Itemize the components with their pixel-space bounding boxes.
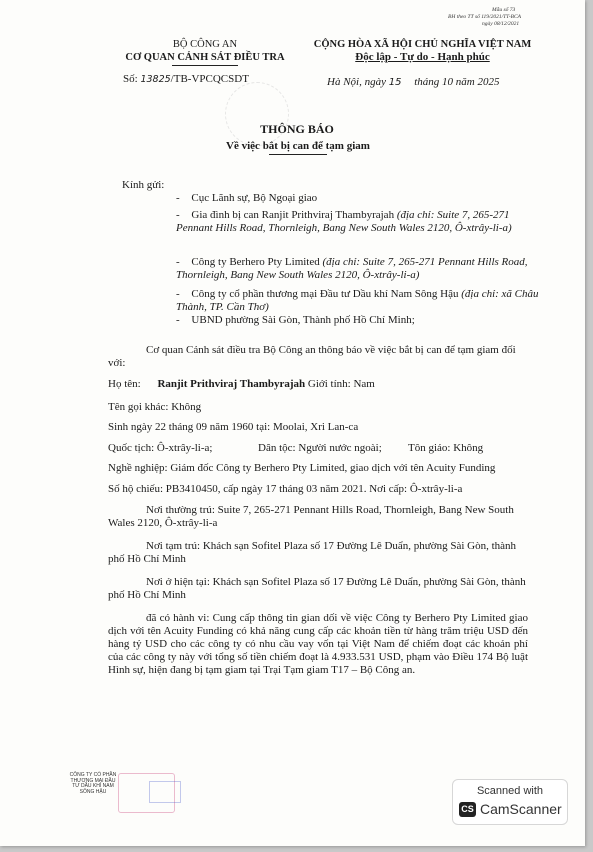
form-note-line1: Mẫu số 73 — [492, 7, 516, 13]
recipient-3: - Công ty Berhero Pty Limited (địa chỉ: Suite 7, 265-271 Pennant Hills Road, Thornleigh, Bang New South Wales 2120, Ô-xtrây-li-a) — [176, 256, 528, 281]
recipient-4: - Công ty cổ phần thương mại Đầu tư Dầu khí Nam Sông Hậu (địa chỉ: xã Châu Thành, TP. Cần Thơ) — [176, 288, 539, 313]
stamp-blue-mark — [149, 781, 181, 803]
date-day: 15 — [388, 77, 402, 88]
form-note-line3: ngày 08/12/2021 — [482, 21, 520, 27]
person-religion: Tôn giáo: Không — [408, 442, 484, 454]
person-name: Ranjit Prithviraj Thambyrajah — [157, 378, 306, 390]
recipient-1: - Cục Lãnh sự, Bộ Ngoại giao — [176, 192, 318, 204]
form-note-line2: BH theo TT số 119/2021/TT-BCA — [448, 14, 522, 20]
person-passport: Số hộ chiếu: PB3410450, cấp ngày 17 tháng 03 năm 2021. Nơi cấp: Ô-xtrây-li-a — [108, 483, 463, 495]
number-value: 13825 — [140, 74, 171, 85]
recipient-5: - UBND phường Sài Gòn, Thành phố Hồ Chí Minh; — [176, 314, 415, 326]
recipients-label: Kính gửi: — [122, 179, 165, 191]
agency-department: CƠ QUAN CẢNH SÁT ĐIỀU TRA — [125, 52, 285, 63]
person-permanent-address: Nơi thường trú: Suite 7, 265-271 Pennant Hills Road, Thornleigh, Bang New South Wales 2120, Ô-xtrây-li-a — [108, 504, 514, 529]
document-date: Hà Nội, ngày 15 tháng 10 năm 2025 — [327, 76, 500, 88]
nation-title: CỘNG HÒA XÃ HỘI CHỦ NGHĨA VIỆT NAM — [313, 39, 532, 50]
person-alias-line: Tên gọi khác: Không — [108, 401, 202, 413]
scanner-caption: Scanned with — [476, 785, 544, 797]
camscanner-badge — [452, 779, 568, 825]
number-label: Số: — [123, 73, 138, 85]
agency-underline — [172, 65, 238, 66]
person-nationality: Quốc tịch: Ô-xtrây-li-a; — [108, 442, 213, 454]
nation-motto: Độc lập - Tự do - Hạnh phúc — [355, 51, 490, 63]
scanner-name: CamScanner — [480, 801, 562, 817]
watermark-seal — [225, 82, 289, 146]
doc-subtitle: Về việc bắt bị can để tạm giam — [226, 140, 370, 152]
person-ethnicity: Dân tộc: Người nước ngoài; — [258, 442, 382, 454]
person-temporary-address: Nơi tạm trú: Khách sạn Sofitel Plaza số 17 Đường Lê Duẩn, phường Sài Gòn, thành phố Hồ Chí Minh — [108, 540, 517, 565]
intro-paragraph: Cơ quan Cảnh sát điều tra Bộ Công an thông báo về việc bắt bị can để tạm giam đối với: — [108, 344, 516, 369]
camscanner-logo-icon: CS — [459, 802, 476, 817]
number-suffix: /TB-VPCQCSDT — [170, 73, 249, 85]
offense-paragraph: đã có hành vi: Cung cấp thông tin gian dối về việc Công ty Berhero Pty Limited giao dịch với tên Acuity Funding có khả năng cung cấp các khoản tiền từ hàng trăm triệu USD đến hàng tỷ USD cho các công ty có nhu cầu vay vốn tại Việt Nam để chiếm đoạt các khoản phí của các công ty này với tổng số tiền chiếm đoạt là 4.933.531 USD, phạm vào Điều 174 Bộ luật Hình sự, hiện đang bị tạm giam tại Trại Tạm giam T17 – Bộ Công an. — [108, 612, 528, 676]
company-stamp — [63, 773, 185, 811]
recipient-2: - Gia đình bị can Ranjit Prithviraj Thambyrajah (địa chỉ: Suite 7, 265-271 Pennant Hills Road, Thornleigh, Bang New South Wales 2120, Ô-xtrây-li-a) — [176, 209, 512, 234]
person-gender: Nam — [353, 378, 375, 390]
document-number — [123, 73, 249, 86]
person-name-line: Họ tên: Ranjit Prithviraj Thambyrajah Giới tính: Nam — [108, 378, 375, 390]
doc-title: THÔNG BÁO — [260, 122, 334, 136]
person-current-address: Nơi ở hiện tại: Khách sạn Sofitel Plaza số 17 Đường Lê Duẩn, phường Sài Gòn, thành phố Hồ Chí Minh — [108, 576, 526, 601]
title-underline — [269, 154, 327, 155]
stamp-text: CÔNG TY CỔ PHẦN THƯƠNG MẠI ĐẦU TƯ DẦU KHÍ NAM SÔNG HẬU — [69, 772, 117, 795]
person-birth: Sinh ngày 22 tháng 09 năm 1960 tại: Moolai, Xri Lan-ca — [108, 421, 359, 433]
person-occupation: Nghề nghiệp: Giám đốc Công ty Berhero Pty Limited, giao dịch với tên Acuity Funding — [108, 462, 496, 474]
agency-ministry: BỘ CÔNG AN — [172, 39, 238, 50]
